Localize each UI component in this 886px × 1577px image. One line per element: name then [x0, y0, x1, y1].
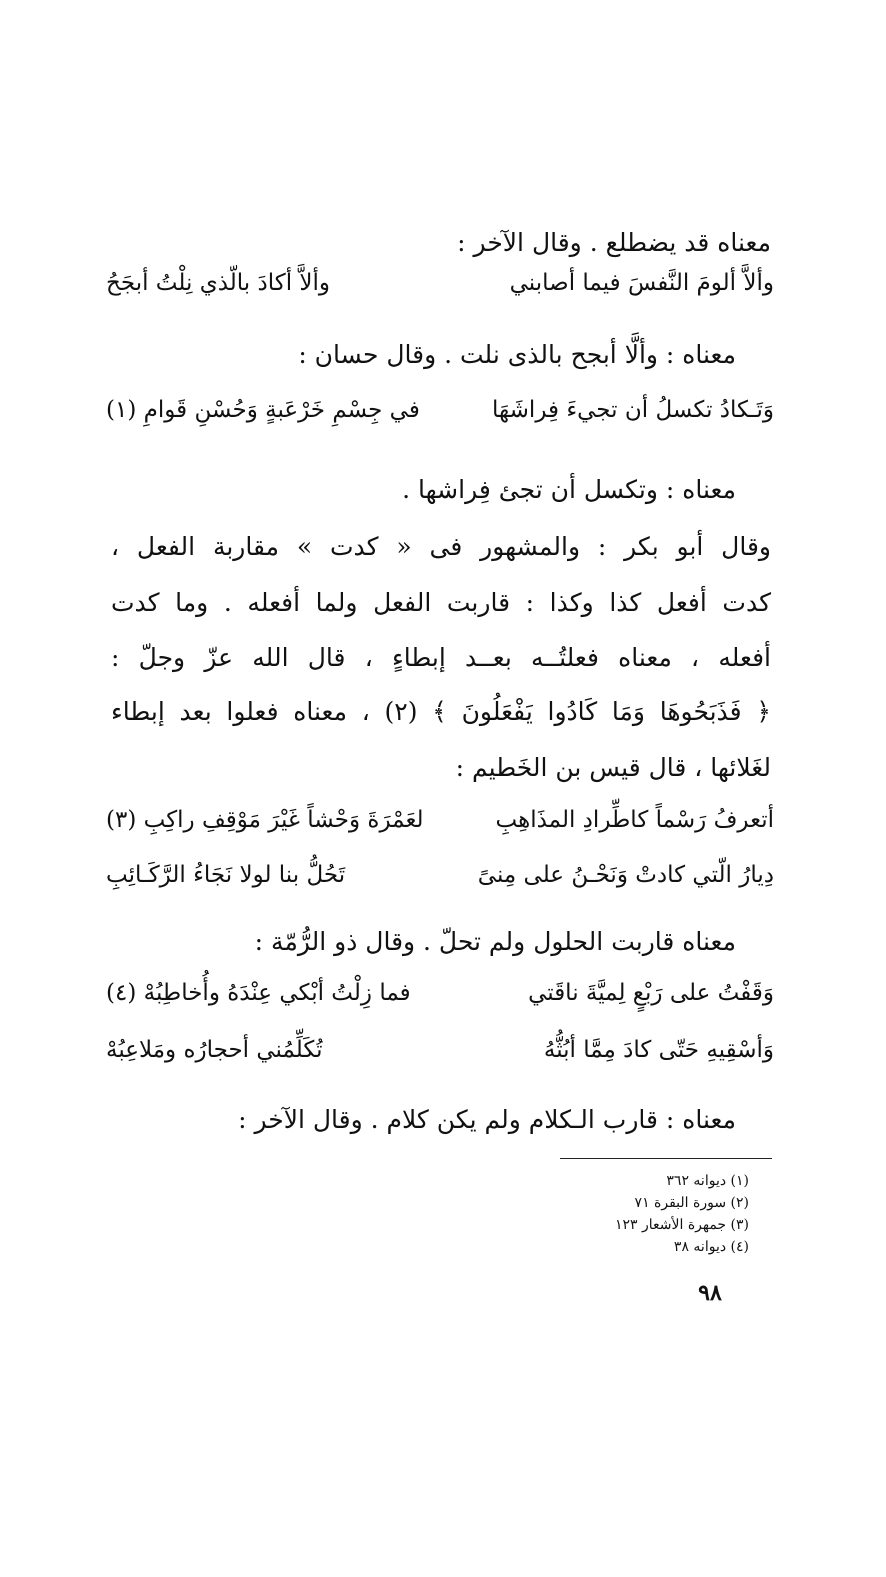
verse-second-hemistich: في جِسْمِ خَرْعَبةٍ وَحُسْنِ قَوامِ (١) — [106, 397, 420, 423]
verse-second-hemistich: تُكَلِّمُني أحجارُه ومَلاعِبُهْ — [106, 1037, 323, 1063]
verse-second-hemistich: لعَمْرَةَ وَحْشاً غَيْرَ مَوْقِفِ راكِبِ (٣) — [106, 807, 424, 833]
verse-first-hemistich: وَتَـكادُ تكسلُ أن تجيءَ فِراشَهَا — [492, 397, 774, 423]
text-line: معناه قاربت الحلول ولم تحلّ . وقال ذو الرُّمّة : — [254, 927, 736, 956]
verse-second-hemistich: وألاَّ أكادَ بالّذي نِلْتُ أبجَحُ — [106, 270, 331, 296]
text-line: معناه : وألَّا أبجح بالذى نلت . وقال حسان : — [298, 340, 736, 369]
verse-second-hemistich: فما زِلْتُ أبْكي عِنْدَهُ وأُخاطِبُهْ (٤) — [106, 980, 411, 1006]
text-line: ﴿ فَذَبَحُوهَا وَمَا كَادُوا يَفْعَلُونَ ﴾ (٢) ، معناه فعلوا بعد إبطاء — [111, 697, 771, 726]
footnote: (٣) جمهرة الأشعار ١٢٣ — [614, 1217, 749, 1233]
verse-first-hemistich: دِيارُ الّتي كادتْ وَنَحْـنُ على مِنىً — [477, 862, 774, 888]
verse — [106, 263, 774, 303]
footnote: (١) ديوانه ٣٦٢ — [666, 1173, 749, 1189]
text-line: معناه قد يضطلع . وقال الآخر : — [457, 228, 771, 257]
verse-first-hemistich: وَقَفْتُ على رَبْعٍ لِميَّةَ ناقَتي — [528, 980, 774, 1006]
verse — [106, 1030, 774, 1070]
verse-first-hemistich: أتعرفُ رَسْماً كاطِّرادِ المذَاهِبِ — [495, 807, 774, 833]
page-number: ٩٨ — [698, 1280, 722, 1306]
footnote-divider — [560, 1158, 772, 1159]
footnote: (٢) سورة البقرة ٧١ — [634, 1195, 749, 1211]
verse — [106, 800, 774, 840]
verse-second-hemistich: تَحُلُّ بنا لولا نَجَاءُ الرَّكَـائِبِ — [106, 862, 346, 888]
text-line: معناه : وتكسل أن تجئ فِراشها . — [402, 475, 736, 504]
text-line: لغَلائها ، قال قيس بن الخَطيم : — [455, 753, 771, 782]
text-line: معناه : قارب الـكلام ولم يكن كلام . وقال الآخر : — [238, 1105, 736, 1134]
verse — [106, 973, 774, 1013]
text-line: وقال أبو بكر : والمشهور فى « كدت » مقاربة الفعل ، — [111, 532, 771, 561]
footnote: (٤) ديوانه ٣٨ — [673, 1239, 749, 1255]
verse-first-hemistich: وألاَّ ألومَ النَّفسَ فيما أصابني — [509, 270, 774, 296]
verse — [106, 390, 774, 430]
verse-first-hemistich: وَأسْقِيهِ حَتّى كادَ مِمَّا أبُثُّهُ — [543, 1037, 774, 1063]
text-line: أفعله ، معناه فعلتُــه بعــد إبطاءٍ ، قال الله عزّ وجلّ : — [111, 643, 771, 672]
verse — [106, 855, 774, 895]
text-line: كدت أفعل كذا وكذا : قاربت الفعل ولما أفعله . وما كدت — [111, 588, 771, 617]
